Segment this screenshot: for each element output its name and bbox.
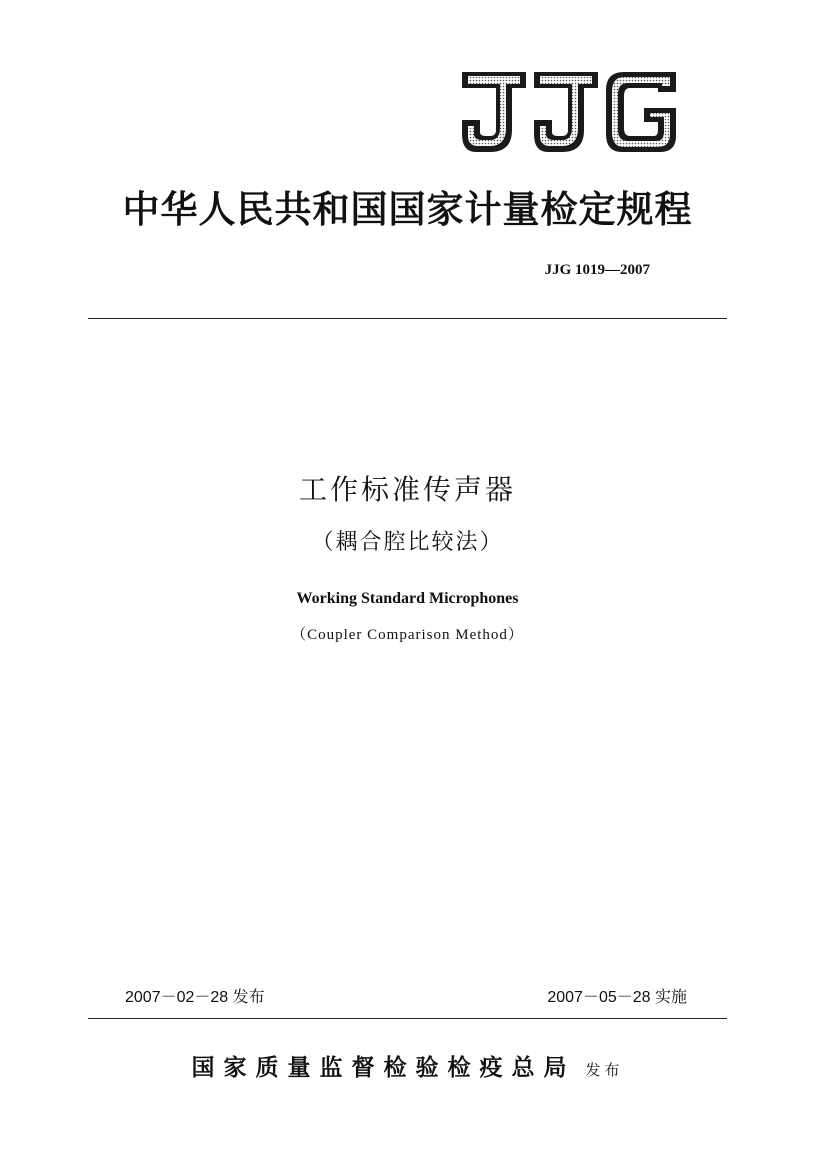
logo-letter-j1: [462, 72, 526, 152]
regulation-code: JJG 1019—2007: [544, 262, 650, 278]
standard-subtitle-en: （Coupler Comparison Method）: [291, 627, 524, 643]
standard-title-en: Working Standard Microphones: [296, 590, 519, 607]
standard-subtitle-cn: （耦合腔比较法）: [311, 530, 504, 555]
issuing-authority: 国家质量监督检验检疫总局: [191, 1054, 576, 1081]
logo-letter-g: [606, 72, 676, 152]
bottom-divider: [88, 1018, 727, 1019]
logo-letter-j2: [534, 72, 598, 152]
top-divider: [88, 318, 727, 319]
standard-title-cn: 工作标准传声器: [298, 473, 516, 506]
issue-date: 2007－02－28 发布: [125, 989, 265, 1006]
issuer-action-label: 发布: [585, 1061, 624, 1079]
issuer-line: [0, 1050, 815, 1088]
implementation-date: 2007－05－28 实施: [547, 989, 687, 1006]
jjg-logo: [460, 70, 678, 154]
regulation-series-title: 中华人民共和国国家计量检定规程: [122, 187, 693, 231]
